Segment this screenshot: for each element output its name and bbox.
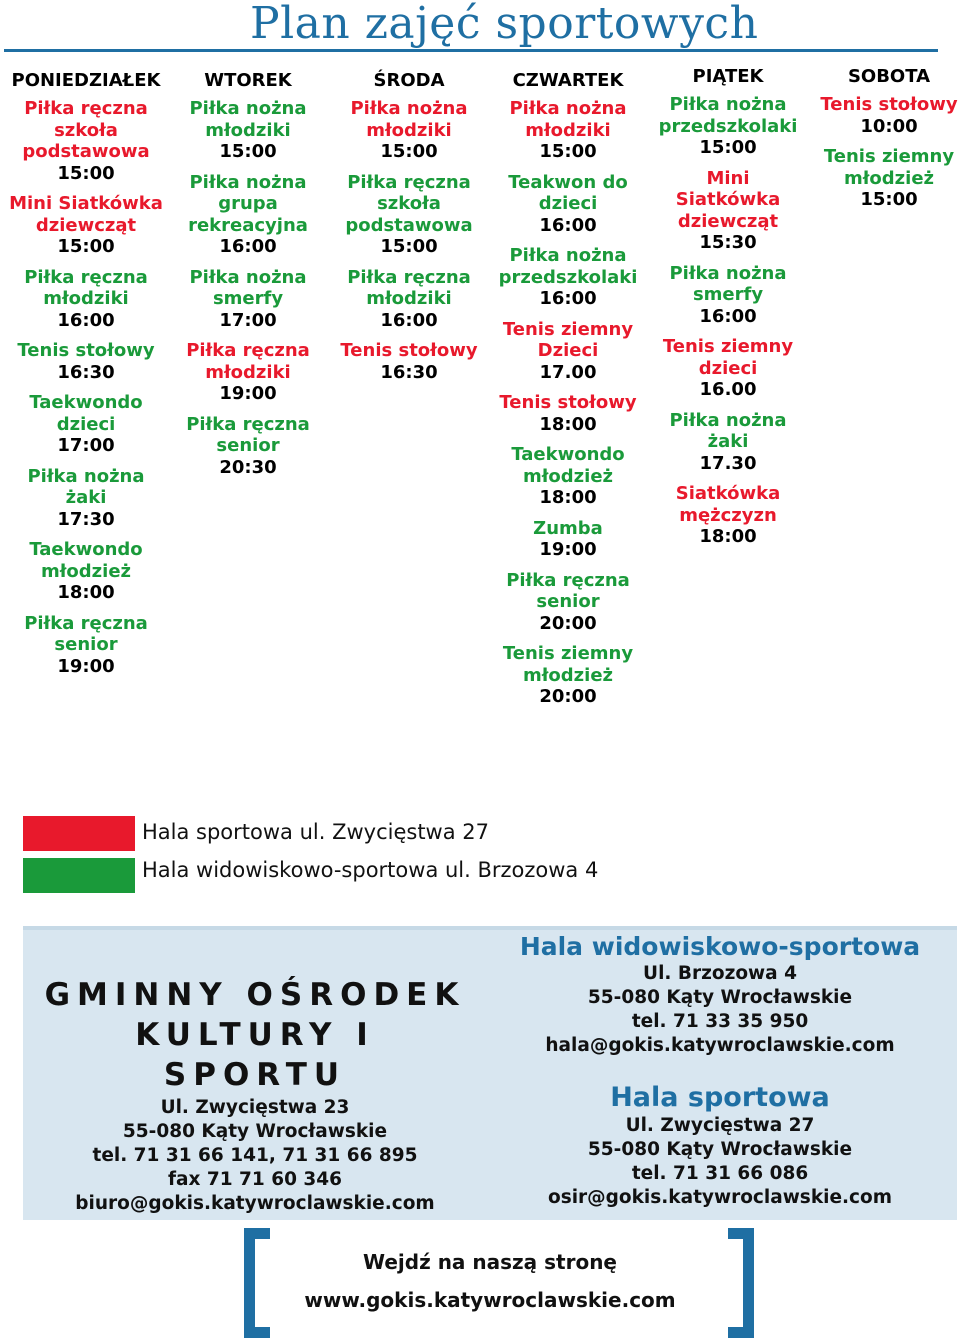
schedule-entry bbox=[2, 539, 170, 604]
legend-red-swatch bbox=[23, 816, 135, 851]
hala-sportowa-street: Ul. Zwycięstwa 27 bbox=[625, 1115, 815, 1136]
activity-name: Taekwondo młodzież bbox=[511, 444, 625, 487]
activity-name: Piłka nożna smerfy bbox=[189, 266, 307, 309]
schedule-entry bbox=[168, 340, 328, 405]
schedule-entry bbox=[168, 172, 328, 258]
schedule-entry bbox=[488, 643, 648, 708]
activity-time: 18:00 bbox=[699, 526, 757, 547]
activity-name: Piłka ręczna senior bbox=[186, 413, 310, 456]
left-bracket-decoration bbox=[244, 1228, 270, 1338]
activity-name: Piłka nożna przedszkolaki bbox=[498, 245, 638, 288]
day-column-3 bbox=[330, 64, 488, 392]
hala-sportowa-address bbox=[500, 1114, 940, 1210]
schedule-entry bbox=[808, 146, 960, 211]
gok-address bbox=[30, 1096, 480, 1216]
activity-name: Piłka nożna żaki bbox=[669, 409, 787, 452]
activity-time: 17.30 bbox=[699, 452, 757, 474]
gok-name-line1: GMINNY OŚRODEK bbox=[44, 977, 466, 1013]
activity-name: Zumba bbox=[533, 517, 603, 539]
hala-widowiskowa-email[interactable]: hala@gokis.katywroclawskie.com bbox=[545, 1035, 895, 1056]
day-header: PONIEDZIAŁEK bbox=[11, 70, 161, 91]
day-column-4 bbox=[488, 64, 648, 717]
activity-time: 15:00 bbox=[57, 162, 115, 184]
activity-time: 16:30 bbox=[380, 361, 438, 383]
legend-red-label: Hala sportowa ul. Zwycięstwa 27 bbox=[142, 820, 489, 844]
activity-time: 16:00 bbox=[380, 309, 438, 331]
activity-time: 20:00 bbox=[539, 686, 597, 707]
schedule-entry bbox=[808, 94, 960, 137]
page-title: Plan zajęć sportowych bbox=[250, 0, 759, 49]
schedule-entry bbox=[168, 414, 328, 479]
gok-phone: tel. 71 31 66 141, 71 31 66 895 bbox=[92, 1145, 418, 1166]
activity-name: Mini Siatkówka dziewcząt bbox=[675, 167, 781, 232]
activity-time: 19:00 bbox=[57, 655, 115, 677]
activity-name: Siatkówka mężczyzn bbox=[675, 483, 781, 526]
activity-time: 18:00 bbox=[57, 582, 115, 603]
activity-time: 17:00 bbox=[57, 435, 115, 456]
day-header: SOBOTA bbox=[847, 66, 931, 87]
day-header: CZWARTEK bbox=[512, 70, 624, 91]
schedule-entry bbox=[2, 193, 170, 258]
activity-time: 20:00 bbox=[539, 612, 597, 634]
activity-name: Tenis stołowy bbox=[499, 392, 637, 413]
activity-time: 10:00 bbox=[860, 115, 918, 137]
hala-widowiskowa-street: Ul. Brzozowa 4 bbox=[643, 963, 797, 984]
schedule-entry bbox=[2, 98, 170, 184]
activity-name: Piłka ręczna senior bbox=[506, 569, 630, 612]
hala-sportowa-city: 55-080 Kąty Wrocławskie bbox=[587, 1139, 853, 1160]
activity-name: Piłka nożna grupa rekreacyjna bbox=[188, 171, 308, 236]
activity-name: Piłka ręczna senior bbox=[24, 612, 148, 655]
website-url[interactable]: www.gokis.katywroclawskie.com bbox=[304, 1288, 676, 1312]
schedule-entry bbox=[488, 98, 648, 163]
activity-name: Piłka nożna młodziki bbox=[509, 98, 627, 141]
right-bracket-decoration bbox=[728, 1228, 754, 1338]
activity-time: 18:00 bbox=[539, 413, 597, 435]
activity-time: 15:30 bbox=[699, 232, 757, 253]
activity-name: Piłka nożna przedszkolaki bbox=[658, 94, 798, 137]
activity-time: 15:00 bbox=[380, 236, 438, 257]
activity-time: 15:00 bbox=[219, 141, 277, 162]
website-invite: Wejdź na naszą stronę bbox=[363, 1250, 617, 1274]
activity-time: 17:00 bbox=[219, 309, 277, 331]
gok-fax: fax 71 71 60 346 bbox=[167, 1169, 343, 1190]
hala-widowiskowa-city: 55-080 Kąty Wrocławskie bbox=[587, 987, 853, 1008]
activity-time: 15:00 bbox=[539, 141, 597, 162]
activity-time: 15:00 bbox=[699, 137, 757, 158]
gok-email[interactable]: biuro@gokis.katywroclawskie.com bbox=[75, 1193, 435, 1214]
day-header: WTOREK bbox=[204, 70, 292, 91]
activity-name: Tenis stołowy bbox=[340, 340, 478, 361]
schedule-entry bbox=[488, 444, 648, 509]
activity-name: Piłka nożna młodziki bbox=[350, 98, 468, 141]
activity-time: 16:00 bbox=[539, 214, 597, 236]
legend-green-swatch bbox=[23, 858, 135, 893]
activity-time: 20:30 bbox=[219, 456, 277, 478]
hala-sportowa-title: Hala sportowa bbox=[610, 1082, 830, 1113]
day-header: PIĄTEK bbox=[692, 66, 764, 87]
gok-name-line2: KULTURY I SPORTU bbox=[135, 1017, 375, 1093]
activity-time: 16:00 bbox=[219, 236, 277, 257]
day-column-2 bbox=[168, 64, 328, 487]
activity-time: 17:30 bbox=[57, 508, 115, 530]
schedule-entry bbox=[2, 466, 170, 531]
activity-name: Taekwondo młodzież bbox=[29, 539, 143, 582]
schedule-entry bbox=[330, 98, 488, 163]
schedule-entry bbox=[648, 336, 808, 401]
hala-sportowa-email[interactable]: osir@gokis.katywroclawskie.com bbox=[547, 1187, 892, 1208]
schedule-entry bbox=[488, 570, 648, 635]
activity-name: Tenis ziemny młodzież bbox=[502, 643, 634, 686]
activity-name: Tenis stołowy bbox=[17, 340, 155, 361]
schedule-entry bbox=[648, 483, 808, 548]
activity-name: Piłka ręczna młodziki bbox=[186, 340, 310, 383]
schedule-entry bbox=[2, 392, 170, 457]
schedule-entry bbox=[488, 518, 648, 561]
activity-name: Tenis ziemny dzieci bbox=[662, 336, 794, 379]
schedule-entry bbox=[330, 267, 488, 332]
activity-time: 16:00 bbox=[57, 309, 115, 331]
activity-name: Piłka ręczna młodziki bbox=[24, 266, 148, 309]
schedule-entry bbox=[488, 319, 648, 384]
hala-widowiskowa-phone: tel. 71 33 35 950 bbox=[631, 1011, 809, 1032]
schedule-entry bbox=[168, 267, 328, 332]
activity-time: 15:00 bbox=[57, 236, 115, 257]
gok-city: 55-080 Kąty Wrocławskie bbox=[122, 1121, 388, 1142]
title-divider bbox=[4, 49, 938, 52]
activity-time: 16:30 bbox=[57, 361, 115, 383]
schedule-entry bbox=[330, 340, 488, 383]
activity-time: 16:00 bbox=[539, 288, 597, 309]
schedule-entry bbox=[2, 267, 170, 332]
activity-time: 16:00 bbox=[699, 305, 757, 327]
day-column-5 bbox=[648, 60, 808, 557]
legend-green-label: Hala widowiskowo-sportowa ul. Brzozowa 4 bbox=[142, 858, 599, 882]
schedule-entry bbox=[648, 410, 808, 475]
hala-widowiskowa-address bbox=[500, 962, 940, 1058]
activity-time: 18:00 bbox=[539, 487, 597, 508]
activity-name: Tenis ziemny Dzieci bbox=[502, 318, 634, 361]
activity-name: Tenis ziemny młodzież bbox=[823, 146, 955, 189]
activity-name: Taekwondo dzieci bbox=[29, 392, 143, 435]
gok-street: Ul. Zwycięstwa 23 bbox=[160, 1097, 350, 1118]
activity-name: Piłka nożna smerfy bbox=[669, 262, 787, 305]
activity-name: Piłka nożna żaki bbox=[27, 465, 145, 508]
activity-name: Mini Siatkówka dziewcząt bbox=[9, 193, 163, 236]
activity-name: Teakwon do dzieci bbox=[508, 171, 628, 214]
schedule-entry bbox=[330, 172, 488, 258]
activity-name: Piłka ręczna młodziki bbox=[347, 266, 471, 309]
activity-time: 16.00 bbox=[699, 379, 757, 400]
schedule-entry bbox=[488, 392, 648, 435]
day-column-6 bbox=[808, 60, 960, 220]
activity-time: 19:00 bbox=[219, 383, 277, 404]
gok-name bbox=[40, 975, 470, 1095]
schedule-entry bbox=[168, 98, 328, 163]
schedule-entry bbox=[648, 168, 808, 254]
activity-name: Piłka ręczna szkoła podstawowa bbox=[22, 98, 150, 162]
activity-time: 19:00 bbox=[539, 539, 597, 560]
schedule-entry bbox=[648, 94, 808, 159]
day-header: ŚRODA bbox=[373, 70, 445, 91]
schedule-entry bbox=[488, 172, 648, 237]
activity-time: 17.00 bbox=[539, 361, 597, 383]
day-column-1 bbox=[2, 64, 170, 686]
activity-name: Piłka ręczna szkoła podstawowa bbox=[345, 171, 473, 236]
activity-name: Tenis stołowy bbox=[820, 94, 958, 115]
schedule-entry bbox=[2, 340, 170, 383]
hala-sportowa-phone: tel. 71 31 66 086 bbox=[631, 1163, 809, 1184]
hala-widowiskowa-title: Hala widowiskowo-sportowa bbox=[519, 932, 921, 961]
schedule-entry bbox=[648, 263, 808, 328]
activity-time: 15:00 bbox=[860, 189, 918, 210]
activity-time: 15:00 bbox=[380, 141, 438, 162]
schedule-entry bbox=[488, 245, 648, 310]
activity-name: Piłka nożna młodziki bbox=[189, 98, 307, 141]
schedule-entry bbox=[2, 613, 170, 678]
